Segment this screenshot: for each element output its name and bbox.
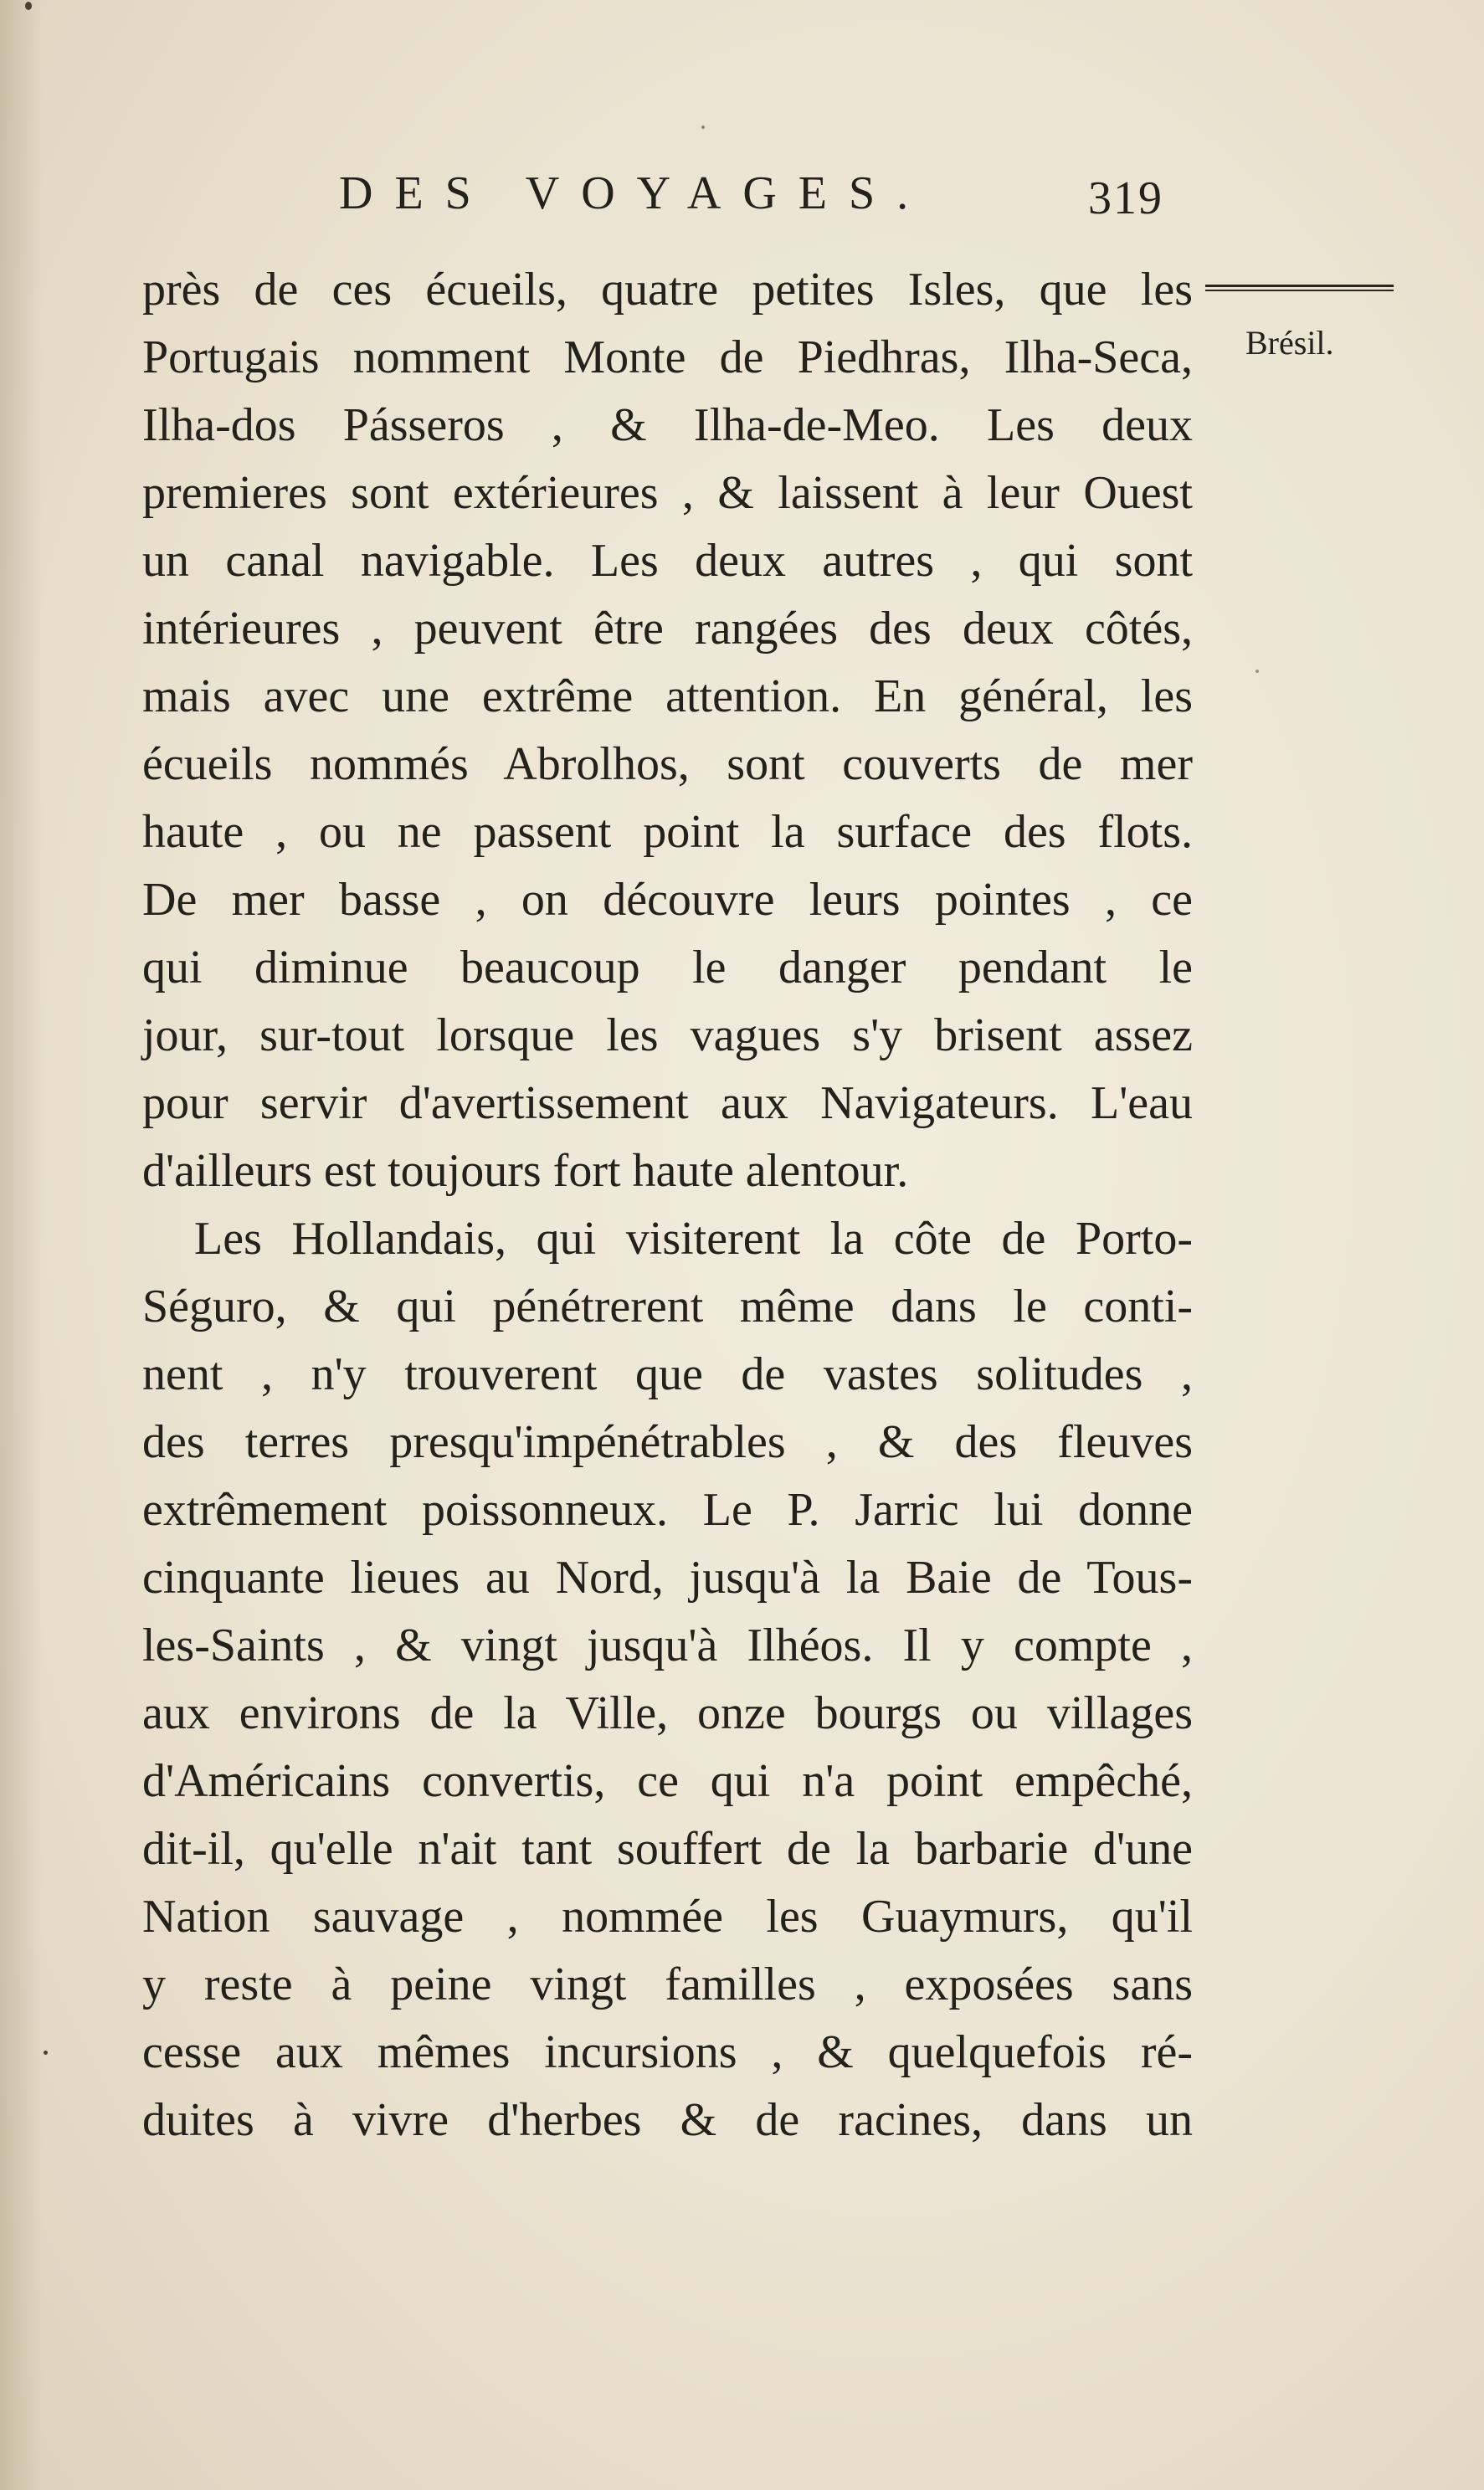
text-line: aux environs de la Ville, onze bourgs ou villages <box>142 1687 1193 1739</box>
paper-speck <box>25 2 32 10</box>
body-text <box>142 256 1193 2154</box>
text-line: intérieures , peuvent être rangées des deux côtés, <box>142 603 1193 655</box>
text-line: mais avec une extrême attention. En général, les <box>142 670 1193 722</box>
text-line: De mer basse , on découvre leurs pointes , ce <box>142 874 1193 926</box>
text-line: dit-il, qu'elle n'ait tant souffert de la barbarie d'une <box>142 1823 1193 1875</box>
text-line: Ilha-dos Pásseros , & Ilha-de-Meo. Les deux <box>142 399 1193 451</box>
text-line: un canal navigable. Les deux autres , qui sont <box>142 535 1193 587</box>
text-line: qui diminue beaucoup le danger pendant le <box>142 942 1193 993</box>
running-head: DES VOYAGES. <box>339 167 931 219</box>
text-line: duites à vivre d'herbes & de racines, dans un <box>142 2094 1193 2146</box>
text-line: pour servir d'avertissement aux Navigateurs. L'eau <box>142 1077 1193 1129</box>
margin-note: Brésil. <box>1245 324 1334 362</box>
text-line: les-Saints , & vingt jusqu'à Ilhéos. Il y compte , <box>142 1620 1193 1671</box>
text-line: nent , n'y trouverent que de vastes solitudes , <box>142 1348 1193 1400</box>
text-line: écueils nommés Abrolhos, sont couverts de mer <box>142 738 1193 790</box>
paper-speck <box>701 126 705 129</box>
text-line: extrêmement poissonneux. Le P. Jarric lui donne <box>142 1484 1193 1536</box>
text-line: y reste à peine vingt familles , exposées sans <box>142 1959 1193 2010</box>
text-line: Les Hollandais, qui visiterent la côte de Porto- <box>194 1213 1193 1265</box>
text-line: Portugais nomment Monte de Piedhras, Ilha-Seca, <box>142 331 1193 383</box>
page-header <box>339 164 1176 223</box>
text-line: d'ailleurs est toujours fort haute alentour. <box>142 1145 909 1197</box>
binding-shadow <box>0 0 42 2490</box>
text-line: haute , ou ne passent point la surface des flots. <box>142 806 1193 858</box>
text-line: Nation sauvage , nommée les Guaymurs, qu'il <box>142 1891 1193 1943</box>
text-line: cesse aux mêmes incursions , & quelquefois ré- <box>142 2026 1193 2078</box>
text-line: Séguro, & qui pénétrerent même dans le conti- <box>142 1281 1193 1332</box>
text-line: premieres sont extérieures , & laissent à leur Ouest <box>142 467 1193 519</box>
text-line: des terres presqu'impénétrables , & des fleuves <box>142 1416 1193 1468</box>
margin-rule <box>1205 285 1394 291</box>
text-line: près de ces écueils, quatre petites Isles, que les <box>142 264 1193 316</box>
text-line: d'Américains convertis, ce qui n'a point empêché, <box>142 1755 1193 1807</box>
page-number: 319 <box>1088 172 1163 224</box>
paper-speck <box>1255 670 1259 673</box>
paper-speck <box>44 2051 48 2055</box>
text-line: jour, sur-tout lorsque les vagues s'y brisent assez <box>142 1009 1193 1061</box>
text-line: cinquante lieues au Nord, jusqu'à la Baie de Tous- <box>142 1552 1193 1604</box>
